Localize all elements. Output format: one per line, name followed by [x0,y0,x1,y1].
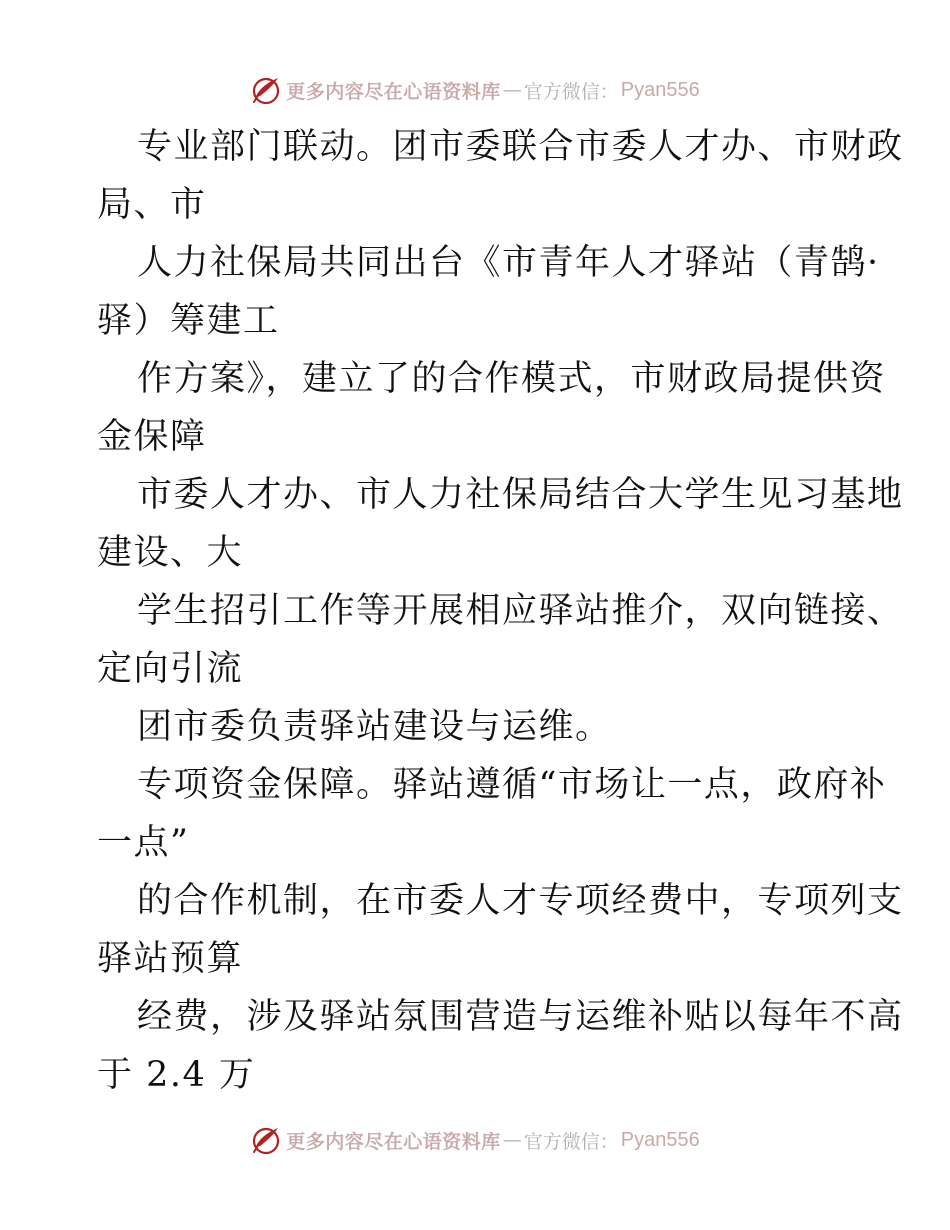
text-line: 经费，涉及驿站氛围营造与运维补贴以每年不高 [137,997,904,1037]
footer-wechat-label: 官方微信： [523,1130,619,1153]
text-line: 市委人才办、市人力社保局结合大学生见习基地 [137,475,904,515]
text-line: 专业部门联动。团市委联合市委人才办、市财政 [137,127,904,167]
text-line: 团市委负责驿站建设与运维。 [137,707,612,747]
text-line: 于 2.4 万 [97,1055,256,1095]
header-wechat-label: 官方微信： [523,80,619,103]
text-line: 建设、大 [97,533,244,573]
header-wechat-handle: Pyan556 [620,78,700,101]
text-line: 驿站预算 [97,939,244,979]
text-line: 金保障 [97,417,207,457]
text-line: 专项资金保障。驿站遵循“市场让一点，政府补 [137,765,887,805]
footer-wechat-handle: Pyan556 [620,1128,700,1151]
header-site-text: 更多内容尽在心语资料库 [286,80,501,103]
header-dash: — [502,79,522,101]
footer-dash: — [502,1129,522,1151]
footer-site-text: 更多内容尽在心语资料库 [286,1130,501,1153]
text-line: 一点” [97,823,190,863]
text-line: 作方案》，建立了的合作模式，市财政局提供资 [137,359,887,399]
document-body [97,118,904,1104]
text-line: 学生招引工作等开展相应驿站推介，双向链接、 [137,591,904,631]
text-line: 定向引流 [97,649,244,689]
quill-pen-logo-icon [250,1124,282,1156]
quill-pen-logo-icon [250,74,282,106]
text-line: 局、市 [97,185,207,225]
footer-banner [0,1120,950,1160]
text-line: 驿）筹建工 [97,301,280,341]
header-banner [0,70,950,110]
text-line: 人力社保局共同出台《市青年人才驿站（青鹄· [137,243,880,283]
text-line: 的合作机制，在市委人才专项经费中，专项列支 [137,881,904,921]
